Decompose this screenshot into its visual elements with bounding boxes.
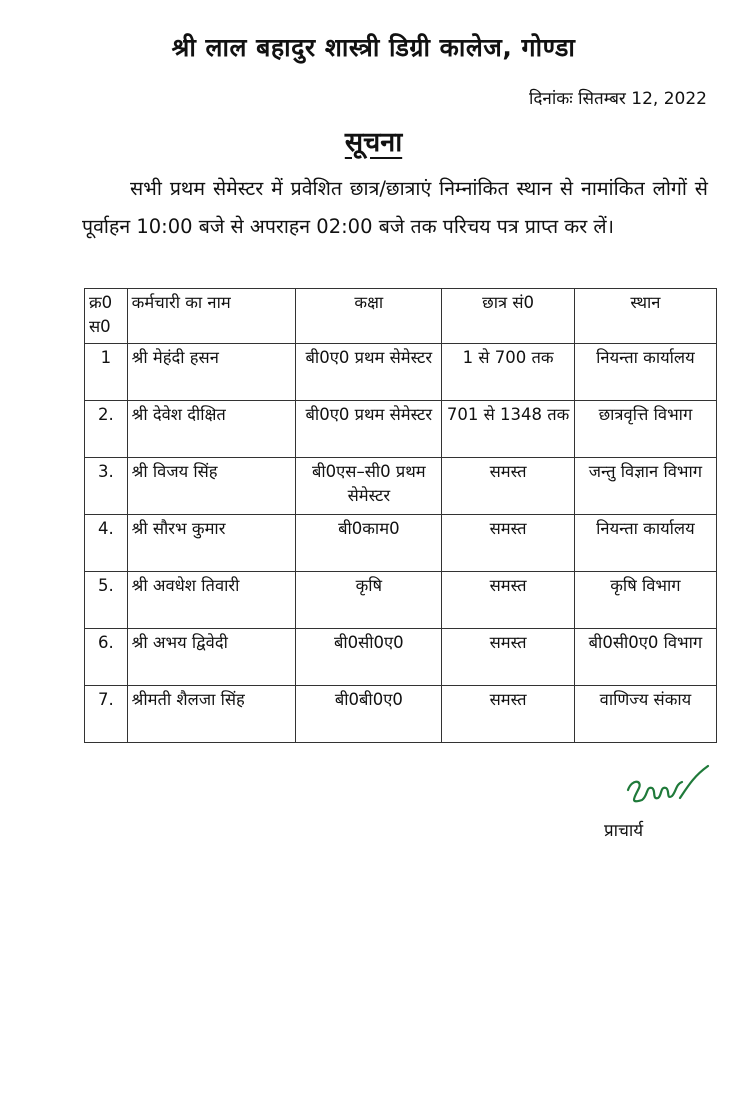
cell-class: बी0ए0 प्रथम सेमेस्टर xyxy=(296,344,442,401)
cell-roll: समस्त xyxy=(442,686,575,743)
cell-serial: 5. xyxy=(85,572,128,629)
notice-heading-text: सूचना xyxy=(344,127,403,158)
cell-roll: समस्त xyxy=(442,629,575,686)
header-place: स्थान xyxy=(574,289,716,344)
cell-serial: 2. xyxy=(85,401,128,458)
principal-designation: प्राचार्य xyxy=(604,821,644,841)
cell-serial: 1 xyxy=(85,344,128,401)
cell-roll: 1 से 700 तक xyxy=(442,344,575,401)
table-row xyxy=(85,401,717,458)
notice-date: दिनांकः सितम्बर 12, 2022 xyxy=(528,89,707,109)
table-row xyxy=(85,572,717,629)
header-serial: क्र0 स0 xyxy=(85,289,128,344)
table-row xyxy=(85,344,717,401)
cell-name: श्री अवधेश तिवारी xyxy=(127,572,296,629)
table-header-row xyxy=(85,289,717,344)
cell-place: बी0सी0ए0 विभाग xyxy=(574,629,716,686)
cell-place: कृषि विभाग xyxy=(574,572,716,629)
college-name: श्री लाल बहादुर शास्त्री डिग्री कालेज, गोण्डा xyxy=(171,33,576,62)
cell-place: जन्तु विज्ञान विभाग xyxy=(574,458,716,515)
cell-roll: समस्त xyxy=(442,572,575,629)
cell-name: श्री सौरभ कुमार xyxy=(127,515,296,572)
table-row xyxy=(85,458,717,515)
principal-signature xyxy=(622,760,712,820)
cell-place: वाणिज्य संकाय xyxy=(574,686,716,743)
signature-stroke xyxy=(628,766,708,801)
distribution-table xyxy=(84,288,717,743)
cell-class: बी0काम0 xyxy=(296,515,442,572)
cell-name: श्री अभय द्विवेदी xyxy=(127,629,296,686)
cell-class: कृषि xyxy=(296,572,442,629)
cell-serial: 3. xyxy=(85,458,128,515)
cell-class: बी0ए0 प्रथम सेमेस्टर xyxy=(296,401,442,458)
cell-roll: समस्त xyxy=(442,458,575,515)
cell-class: बी0एस–सी0 प्रथम सेमेस्टर xyxy=(296,458,442,515)
cell-class: बी0बी0ए0 xyxy=(296,686,442,743)
cell-place: छात्रवृत्ति विभाग xyxy=(574,401,716,458)
cell-name: श्री देवेश दीक्षित xyxy=(127,401,296,458)
table-row xyxy=(85,629,717,686)
notice-paragraph: सभी प्रथम सेमेस्टर में प्रवेशित छात्र/छात्राएं निम्नांकित स्थान से नामांकित लोगों से पूर्वाहन 10:00 बजे से अपराहन 02:00 बजे तक परिचय पत्र प्राप्त कर लें। xyxy=(82,177,708,238)
cell-place: नियन्ता कार्यालय xyxy=(574,344,716,401)
header-employee-name: कर्मचारी का नाम xyxy=(127,289,296,344)
cell-name: श्रीमती शैलजा सिंह xyxy=(127,686,296,743)
cell-place: नियन्ता कार्यालय xyxy=(574,515,716,572)
cell-class: बी0सी0ए0 xyxy=(296,629,442,686)
cell-serial: 7. xyxy=(85,686,128,743)
notice-heading xyxy=(0,122,747,159)
cell-roll: 701 से 1348 तक xyxy=(442,401,575,458)
cell-serial: 6. xyxy=(85,629,128,686)
header-roll-number: छात्र सं0 xyxy=(442,289,575,344)
cell-name: श्री मेहंदी हसन xyxy=(127,344,296,401)
table-row xyxy=(85,686,717,743)
header-class: कक्षा xyxy=(296,289,442,344)
cell-serial: 4. xyxy=(85,515,128,572)
table-row xyxy=(85,515,717,572)
cell-name: श्री विजय सिंह xyxy=(127,458,296,515)
cell-roll: समस्त xyxy=(442,515,575,572)
